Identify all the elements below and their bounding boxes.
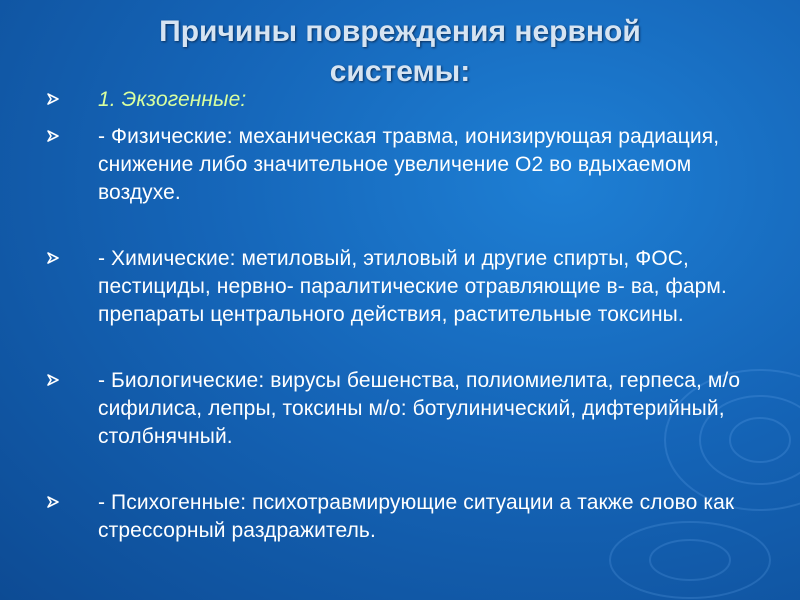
arrowhead-bullet-icon [46, 87, 60, 111]
arrowhead-bullet-icon [46, 368, 60, 392]
arrowhead-bullet-icon [46, 490, 60, 514]
slide-title-line-1: Причины повреждения нервной [159, 15, 641, 48]
list-item-exogenous-heading [44, 86, 764, 114]
list-item-physical [44, 123, 764, 207]
slide-title [0, 12, 800, 92]
slide-title-line-2: системы: [329, 55, 471, 88]
list-item-text: - Биологические: вирусы бешенства, полиомиелита, герпеса, м/о сифилиса, лепры, токсины м/о: ботулинический, дифтерийный, столбнячный. [98, 369, 741, 448]
list-item-chemical [44, 245, 764, 329]
arrowhead-bullet-icon [46, 246, 60, 270]
list-item-text: - Физические: механическая травма, ионизирующая радиация, снижение либо значительное увеличение О2 во вдыхаемом воздухе. [98, 125, 720, 204]
list-item-text: 1. Экзогенные: [98, 88, 247, 111]
arrowhead-bullet-icon [46, 124, 60, 148]
list-item-biological [44, 367, 764, 451]
list-item-text: - Химические: метиловый, этиловый и другие спирты, ФОС, пестициды, нервно- паралитические отравляющие в- ва, фарм. препараты центрального действия, растительные токсины. [98, 247, 727, 326]
list-item-text: - Психогенные: психотравмирующие ситуации а также слово как стрессорный раздражитель. [98, 491, 735, 542]
list-item-psychogenic [44, 489, 764, 545]
bullet-list [44, 86, 764, 545]
